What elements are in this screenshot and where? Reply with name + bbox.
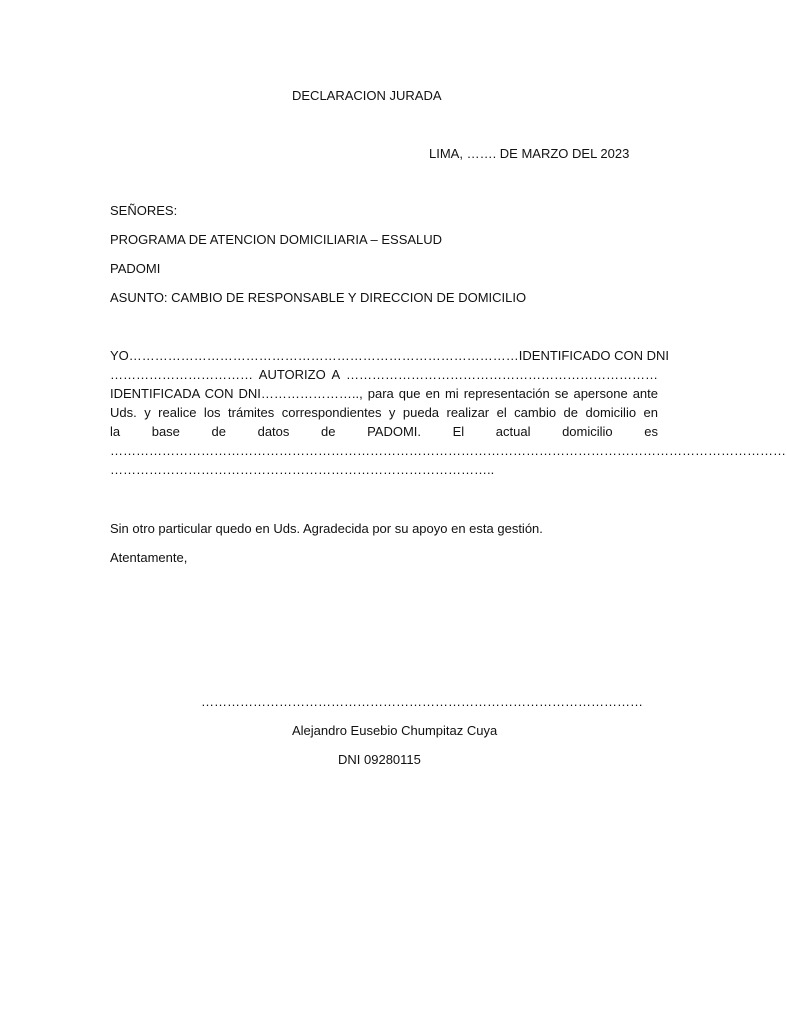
date-line: LIMA, ……. DE MARZO DEL 2023 (429, 146, 630, 161)
body-line: IDENTIFICADA CON DNI………………….., para que en mi representación se apersone ante (110, 386, 658, 401)
signer-dni: DNI 09280115 (338, 752, 421, 767)
salutation: SEÑORES: (110, 203, 178, 218)
closing-text: Sin otro particular quedo en Uds. Agradecida por su apoyo en esta gestión. (110, 521, 543, 536)
program-acronym: PADOMI (110, 261, 161, 276)
body-line: …………………………………………………………………………….. (110, 462, 495, 477)
document-title: DECLARACION JURADA (292, 88, 442, 103)
body-line: la base de datos de PADOMI. El actual domicilio es (110, 424, 658, 439)
body-line: Uds. y realice los trámites correspondientes y pueda realizar el cambio de domicilio en (110, 405, 658, 420)
sign-off: Atentamente, (110, 550, 188, 565)
signer-name: Alejandro Eusebio Chumpitaz Cuya (292, 723, 498, 738)
body-line: YO………………………………………………………………………………IDENTIFICADO CON DNI (110, 348, 670, 363)
signature-line: ………………………………………………………………………………………… (201, 694, 643, 709)
body-line: …………………………… AUTORIZO A ……………………………………………………………… (110, 367, 658, 382)
program-name: PROGRAMA DE ATENCION DOMICILIARIA – ESSALUD (110, 232, 443, 247)
body-line: ………………………………………………………………………………………………………………………………………… (110, 443, 786, 458)
subject-line: ASUNTO: CAMBIO DE RESPONSABLE Y DIRECCION DE DOMICILIO (110, 290, 527, 305)
